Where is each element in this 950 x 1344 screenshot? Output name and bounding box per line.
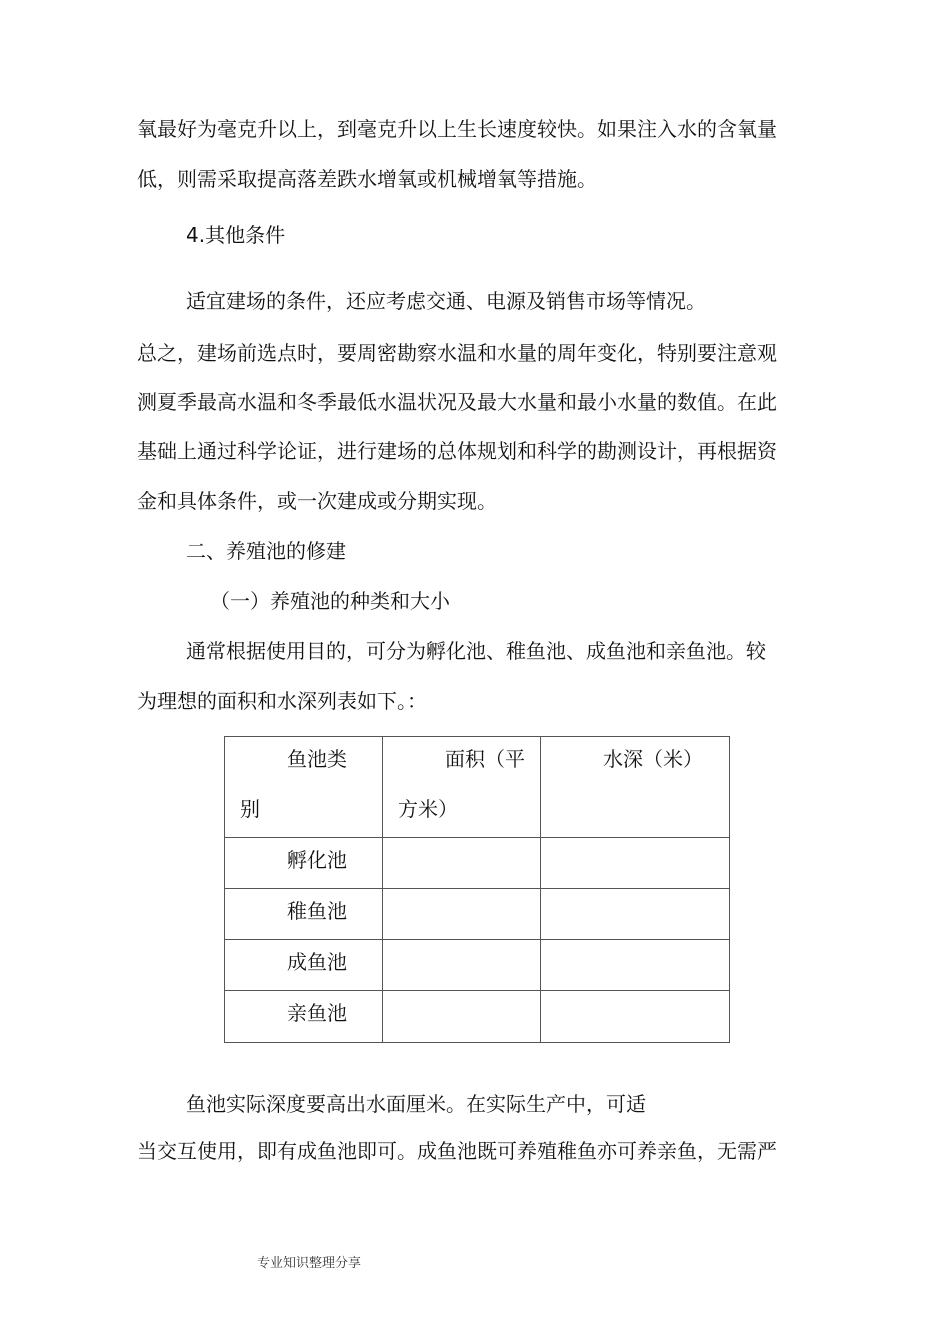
header-depth: 水深（米） <box>603 747 703 771</box>
paragraph-line: 适宜建场的条件，还应考虑交通、电源及销售市场等情况。 <box>186 289 706 313</box>
cell-depth <box>541 889 730 940</box>
table-header-row <box>225 737 730 838</box>
paragraph-line: 总之，建场前选点时，要周密勘察水温和水量的周年变化，特别要注意观 <box>137 341 777 365</box>
pond-size-table <box>224 736 730 1043</box>
paragraph-line: 当交互使用，即有成鱼池即可。成鱼池既可养殖稚鱼亦可养亲鱼，无需严 <box>137 1139 777 1163</box>
header-pond-type-line2: 别 <box>240 797 260 821</box>
cell-pond-type <box>225 838 383 889</box>
paragraph-line: 测夏季最高水温和冬季最低水温状况及最大水量和最小水量的数值。在此 <box>137 390 777 414</box>
header-cell-pond-type <box>225 737 383 838</box>
cell-pond-type <box>225 940 383 991</box>
header-cell-depth <box>541 737 730 838</box>
header-cell-area <box>383 737 541 838</box>
section-heading: 二、养殖池的修建 <box>186 539 346 563</box>
table-row <box>225 889 730 940</box>
cell-area <box>383 991 541 1043</box>
pond-type-label: 成鱼池 <box>287 950 347 974</box>
cell-depth <box>541 838 730 889</box>
paragraph-line: 基础上通过科学论证，进行建场的总体规划和科学的勘测设计，再根据资 <box>137 439 777 463</box>
cell-area <box>383 940 541 991</box>
cell-depth <box>541 991 730 1043</box>
table-row <box>225 991 730 1043</box>
subsection-heading: （一）养殖池的种类和大小 <box>210 589 450 613</box>
paragraph-line: 氧最好为毫克升以上，到毫克升以上生长速度较快。如果注入水的含氧量 <box>137 117 777 141</box>
paragraph-line: 通常根据使用目的，可分为孵化池、稚鱼池、成鱼池和亲鱼池。较 <box>186 639 766 663</box>
cell-depth <box>541 940 730 991</box>
page-footer: 专业知识整理分享 <box>257 1256 362 1271</box>
cell-area <box>383 838 541 889</box>
cell-pond-type <box>225 991 383 1043</box>
header-area-line2: 方米） <box>398 797 458 821</box>
paragraph-line: 低，则需采取提高落差跌水增氧或机械增氧等措施。 <box>137 167 597 191</box>
pond-type-label: 亲鱼池 <box>287 1001 347 1025</box>
pond-type-label: 稚鱼池 <box>287 899 347 923</box>
header-pond-type-line1: 鱼池类 <box>287 747 347 771</box>
paragraph-line: 金和具体条件，或一次建成或分期实现。 <box>137 489 497 513</box>
paragraph-line: 为理想的面积和水深列表如下。： <box>137 689 427 713</box>
header-area-line1: 面积（平 <box>445 747 525 771</box>
table-row <box>225 940 730 991</box>
paragraph-line: 鱼池实际深度要高出水面厘米。在实际生产中，可适 <box>186 1092 646 1116</box>
section-heading-other-conditions: 4.其他条件 <box>186 223 286 247</box>
pond-type-label: 孵化池 <box>287 848 347 872</box>
table-row <box>225 838 730 889</box>
cell-pond-type <box>225 889 383 940</box>
cell-area <box>383 889 541 940</box>
